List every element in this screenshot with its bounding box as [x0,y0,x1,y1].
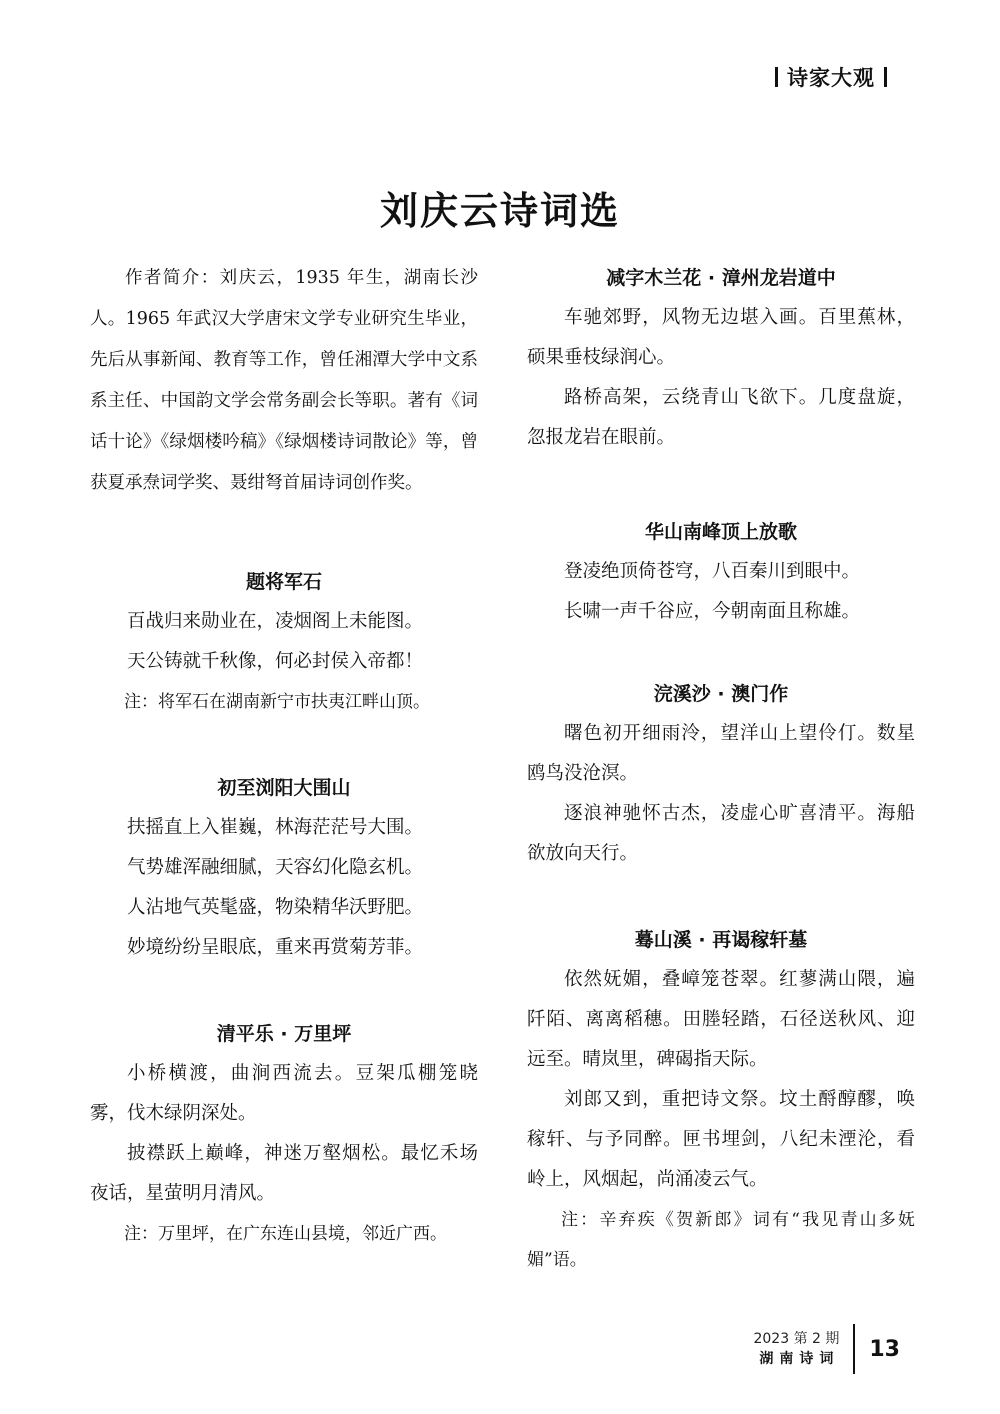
page-number: 13 [869,1336,900,1362]
poem-right-3 [527,674,915,874]
article-title: 刘庆云诗词选 [379,189,620,233]
poem-stanza: 小桥横渡，曲涧西流去。豆架瓜棚笼晓雾，伐木绿阴深处。 [90,1063,478,1124]
poem-line: 长啸一声千谷应，今朝南面且称雄。 [564,601,861,622]
tag-bar-left [775,67,778,87]
magazine-name: 湖南诗词 [759,1351,840,1367]
poem-title: 华山南峰顶上放歌 [644,521,797,543]
author-intro [90,258,478,504]
poem-left-1 [90,562,478,722]
poem-stanza: 逐浪神驰怀古杰，凌虚心旷喜清平。海船欲放向天行。 [527,803,915,864]
poem-line: 百战归来勋业在，凌烟阁上未能图。 [127,611,424,632]
poem-left-3 [90,1014,478,1254]
footer-divider [853,1324,855,1374]
poem-note: 注：万里坪，在广东连山县境，邻近广西。 [124,1224,447,1244]
poem-title: 浣溪沙 · 澳门作 [653,683,789,705]
poem-right-2 [527,512,915,632]
poem-note: 注：辛弃疾《贺新郎》词有“我见青山多妩媚”语。 [527,1210,915,1270]
author-intro-text: 作者简介：刘庆云，1935 年生，湖南长沙人。1965 年武汉大学唐宋文学专业研究生毕业，先后从事新闻、教育等工作，曾任湘潭大学中文系系主任、中国韵文学会常务副会长等职。著有《词话十论》《绿烟楼吟稿》《绿烟楼诗词散论》等，曾获夏承焘词学奖、聂绀弩首届诗词创作奖。 [90,268,478,493]
poem-line: 天公铸就千秋像，何必封侯入帝都！ [127,651,424,672]
poem-line: 妙境纷纷呈眼底，重来再赏菊芳菲。 [127,937,424,958]
poem-note: 注：将军石在湖南新宁市扶夷江畔山顶。 [124,692,430,712]
poem-line: 气势雄浑融细腻，天容幻化隐玄机。 [127,857,424,878]
right-column [527,258,915,1280]
poem-title: 蓦山溪 · 再谒稼轩墓 [634,929,808,951]
poem-stanza: 曙色初开细雨泠，望洋山上望伶仃。数星鸥鸟没沧溟。 [527,723,915,784]
poem-left-2 [90,768,478,968]
poem-stanza: 车驰郊野，风物无边堪入画。百里蕉林，硕果垂枝绿润心。 [527,307,915,368]
poem-title: 减字木兰花 · 漳州龙岩道中 [606,267,836,289]
tag-bar-right [884,67,887,87]
poem-stanza: 披襟跃上巅峰，神迷万壑烟松。最忆禾场夜话，星萤明月清风。 [90,1143,478,1204]
poem-title: 清平乐 · 万里坪 [216,1023,352,1045]
poem-title: 题将军石 [245,571,322,593]
poem-stanza: 刘郎又到，重把诗文祭。坟土酹醇醪，唤稼轩、与予同醉。匣书埋剑，八纪未湮沦，看岭上，风烟起，尚涌凌云气。 [527,1089,915,1190]
issue-label: 2023 第 2 期 [753,1331,840,1347]
poem-title: 初至浏阳大围山 [217,777,351,799]
poem-right-1 [527,258,915,458]
poem-line: 人沾地气英髦盛，物染精华沃野肥。 [127,897,424,918]
poem-line: 登凌绝顶倚苍穹，八百秦川到眼中。 [564,561,861,582]
poem-right-4 [527,920,915,1280]
poem-stanza: 路桥高架，云绕青山飞欲下。几度盘旋，忽报龙岩在眼前。 [527,387,915,448]
section-label: 诗家大观 [787,66,875,90]
left-column [90,258,478,1254]
section-tag [766,62,896,92]
page-footer [753,1324,900,1374]
poem-stanza: 依然妩媚，叠嶂笼苍翠。红蓼满山隈，遍阡陌、离离稻穗。田塍轻踏，石径送秋风、迎远至。晴岚里，碑碣指天际。 [527,969,915,1070]
poem-line: 扶摇直上入崔巍，林海茫茫号大围。 [127,817,424,838]
footer-meta [753,1329,839,1369]
